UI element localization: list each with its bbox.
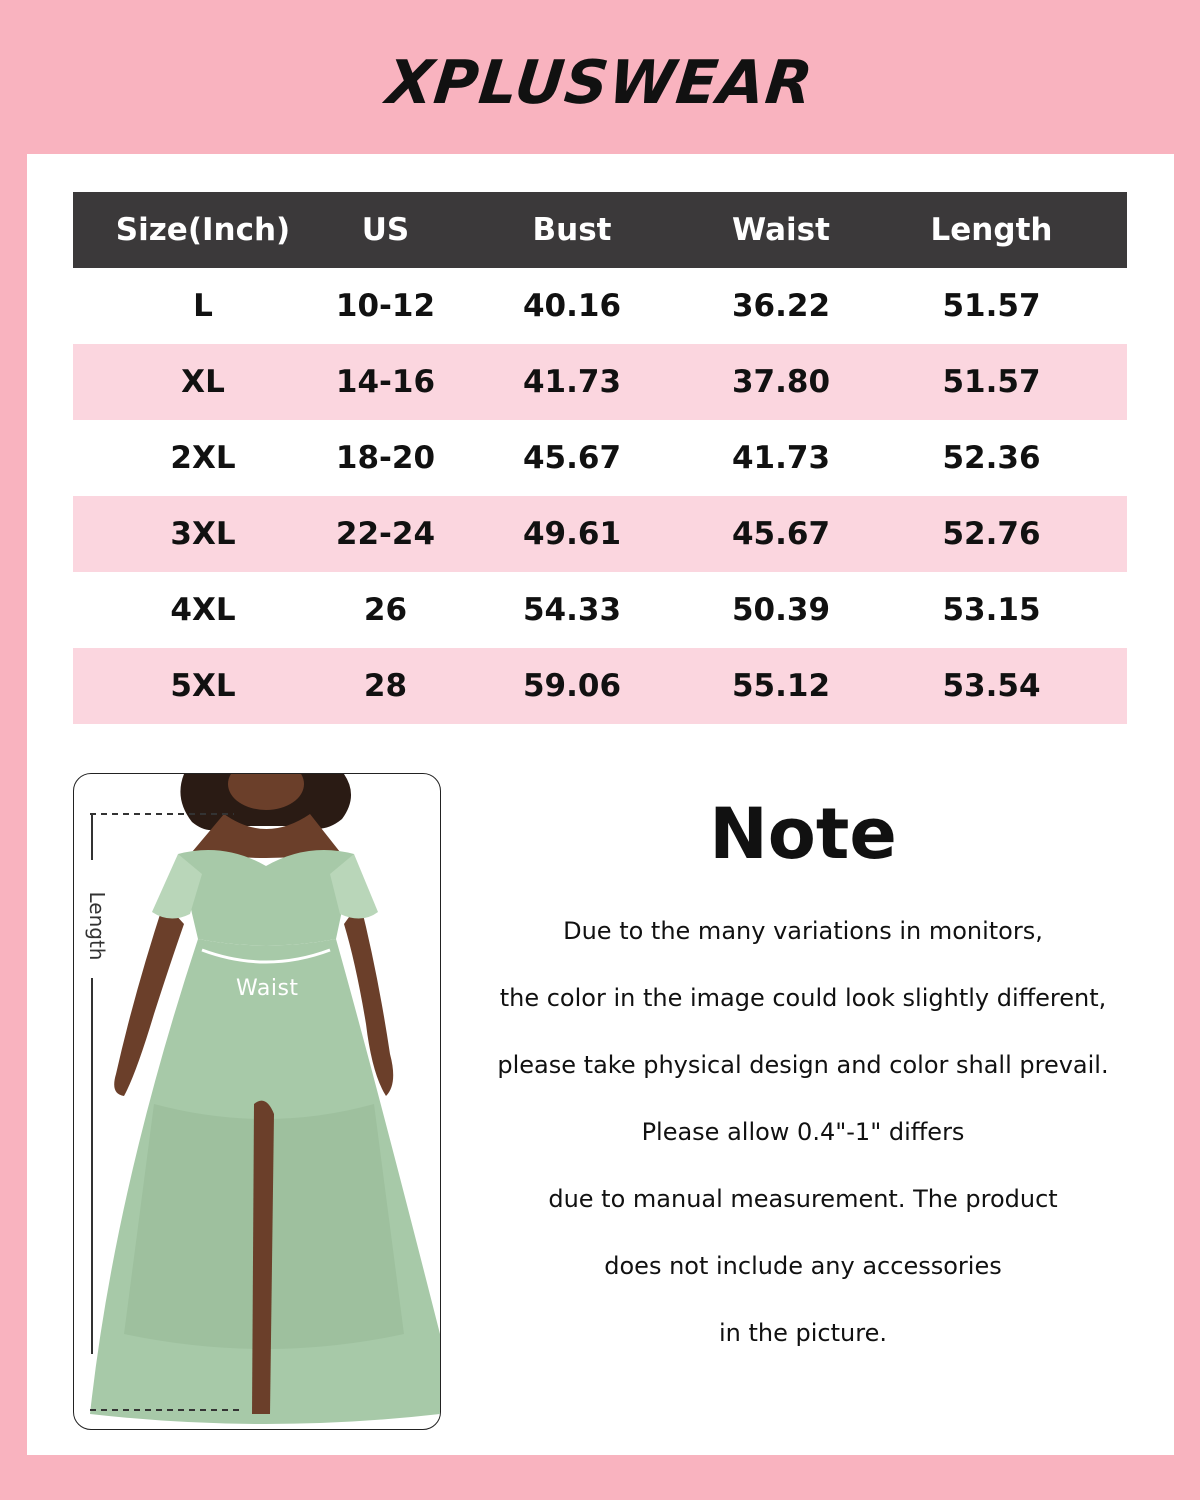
cell-length: 51.57 (942, 288, 1041, 324)
cell-waist: 45.67 (706, 496, 856, 572)
cell-us: 10-12 (335, 288, 436, 324)
cell-waist: 55.12 (706, 648, 856, 724)
cell-us: 28 (333, 648, 438, 724)
table-row (73, 268, 1127, 344)
cell-us: 14-16 (333, 344, 438, 420)
cell-waist: 37.80 (706, 344, 856, 420)
note-line: Due to the many variations in monitors, (563, 917, 1043, 945)
bodice-shape (178, 850, 354, 946)
note-title: Note (709, 793, 897, 875)
model-photo (73, 773, 441, 1430)
cell-waist: 50.39 (731, 592, 831, 628)
note-line: in the picture. (719, 1319, 887, 1347)
cell-bust: 59.06 (438, 648, 706, 724)
header-length: Length (856, 192, 1127, 268)
cell-bust: 40.16 (522, 288, 622, 324)
header-us: US (333, 192, 438, 268)
note-section (493, 779, 1113, 1384)
note-line: due to manual measurement. The product (548, 1185, 1058, 1213)
cell-waist: 41.73 (731, 440, 831, 476)
size-table (73, 192, 1127, 724)
dress-illustration (74, 774, 440, 1429)
cell-waist: 36.22 (731, 288, 831, 324)
cell-length: 52.76 (856, 496, 1127, 572)
cell-bust: 49.61 (438, 496, 706, 572)
note-line: the color in the image could look slightly different, (499, 984, 1107, 1012)
brand-logo: XPLUSWEAR (383, 48, 817, 118)
brand-header (0, 38, 1200, 128)
size-chart-card (27, 154, 1174, 1455)
table-row (73, 572, 1127, 648)
cell-size: XL (73, 344, 333, 420)
table-row (73, 344, 1127, 420)
table-header-row (73, 192, 1127, 268)
note-line: please take physical design and color shall prevail. (497, 1051, 1109, 1079)
note-line: does not include any accessories (604, 1252, 1002, 1280)
cell-us: 18-20 (335, 440, 436, 476)
cell-length: 53.54 (856, 648, 1127, 724)
cell-size: 4XL (170, 592, 236, 628)
cell-length: 51.57 (856, 344, 1127, 420)
cell-size: 5XL (73, 648, 333, 724)
cell-size: 2XL (170, 440, 236, 476)
table-row (73, 496, 1127, 572)
table-row (73, 420, 1127, 496)
cell-size: 3XL (73, 496, 333, 572)
cell-bust: 45.67 (522, 440, 622, 476)
header-waist: Waist (706, 192, 856, 268)
cell-us: 26 (363, 592, 408, 628)
waist-label: Waist (236, 976, 299, 1001)
note-line: Please allow 0.4"-1" differs (641, 1118, 965, 1146)
header-size: Size(Inch) (73, 192, 333, 268)
cell-size: L (193, 288, 213, 324)
header-bust: Bust (438, 192, 706, 268)
cell-us: 22-24 (333, 496, 438, 572)
cell-bust: 41.73 (438, 344, 706, 420)
cell-length: 53.15 (942, 592, 1041, 628)
table-row (73, 648, 1127, 724)
length-label: Length (85, 891, 109, 961)
cell-length: 52.36 (942, 440, 1041, 476)
cell-bust: 54.33 (522, 592, 622, 628)
